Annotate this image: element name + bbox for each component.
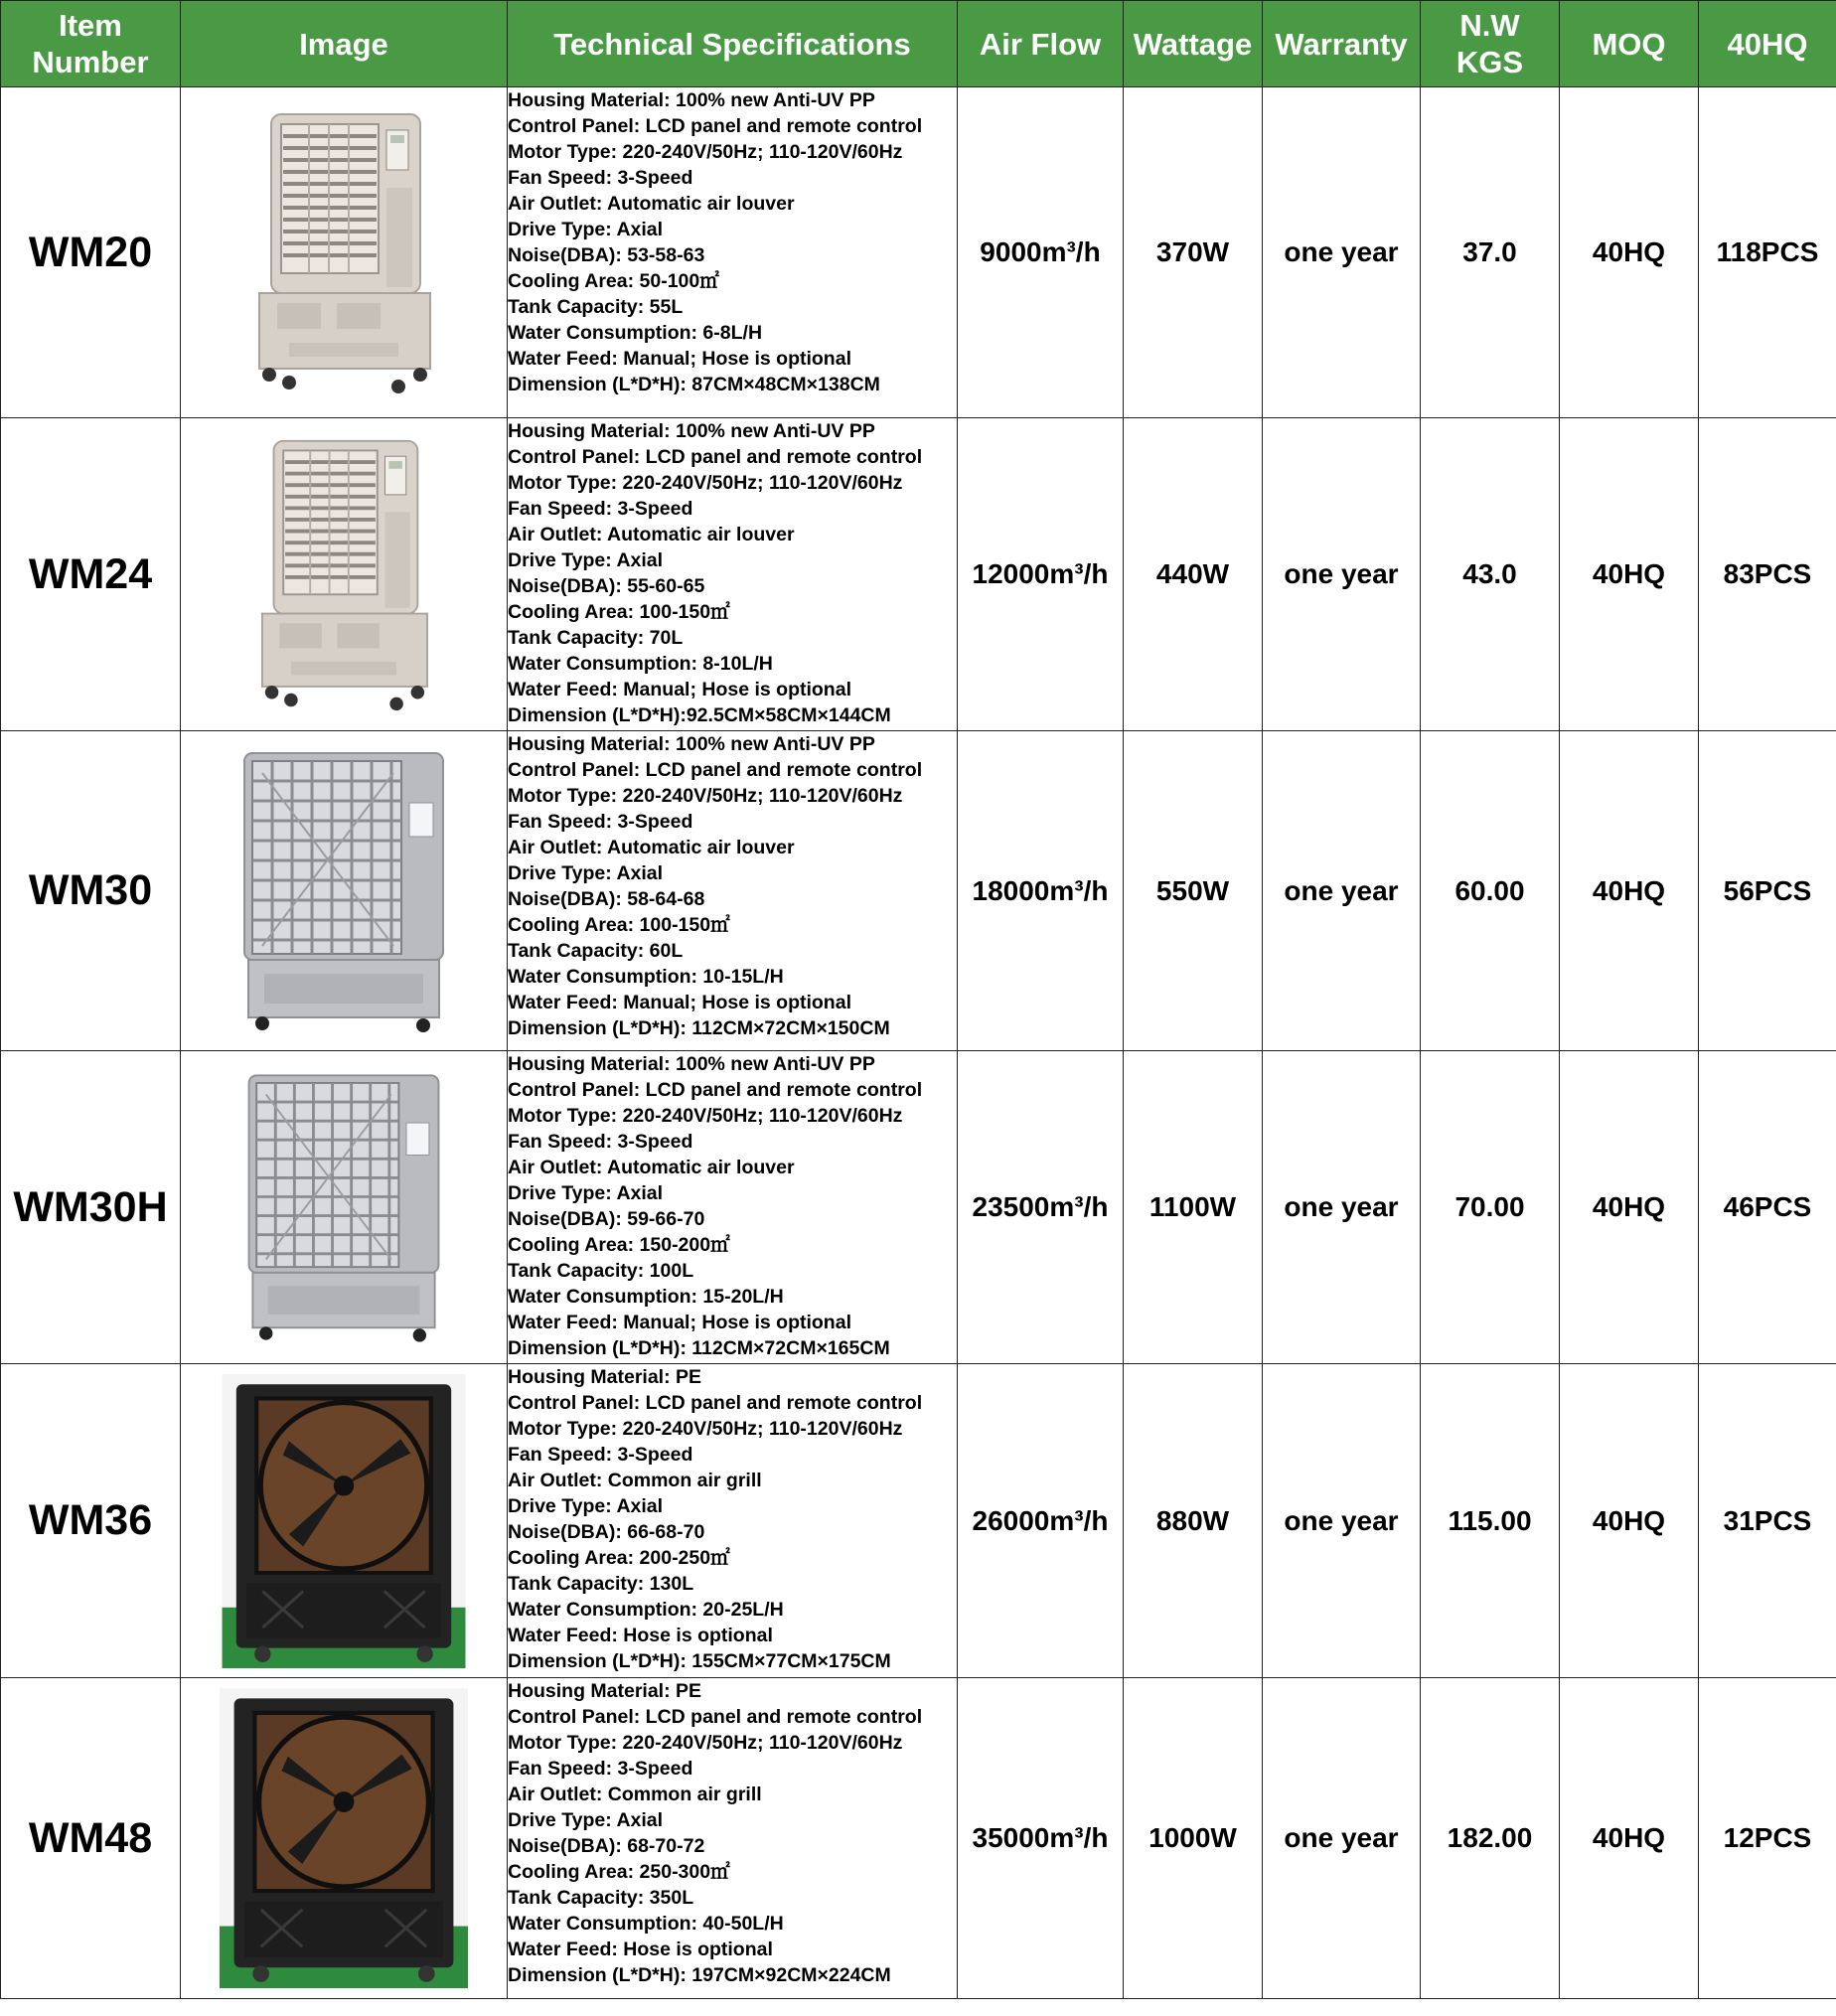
spec-line: Cooling Area: 100-150㎡ [508, 914, 730, 936]
technical-specifications [508, 87, 958, 418]
spec-line: Tank Capacity: 70L [508, 627, 684, 649]
spec-line: Motor Type: 220-240V/50Hz; 110-120V/60Hz [508, 1732, 903, 1754]
spec-line: Air Outlet: Common air grill [508, 1470, 762, 1491]
spec-line: Dimension (L*D*H): 155CM×77CM×175CM [508, 1650, 891, 1672]
spec-line: Water Feed: Manual; Hose is optional [508, 992, 851, 1013]
product-image-cell [181, 731, 508, 1051]
net-weight: 70.00 [1421, 1051, 1560, 1364]
spec-line: Tank Capacity: 130L [508, 1573, 694, 1595]
product-image-cell [181, 1364, 508, 1678]
spec-line: Control Panel: LCD panel and remote control [508, 1392, 923, 1414]
spec-line: Noise(DBA): 68-70-72 [508, 1835, 705, 1857]
product-image-cell [181, 87, 508, 418]
header-item-line-2: Number [32, 45, 149, 79]
spec-line: Water Feed: Manual; Hose is optional [508, 348, 851, 370]
spec-line: Drive Type: Axial [508, 219, 664, 240]
product-image [214, 1374, 474, 1668]
header-item-number [1, 1, 181, 87]
product-image [220, 1684, 468, 1992]
item-number: WM36 [1, 1364, 181, 1678]
technical-specifications [508, 418, 958, 731]
product-row [1, 418, 1836, 731]
spec-line: Fan Speed: 3-Speed [508, 1131, 693, 1153]
header-nw-line-1: N.W [1459, 8, 1520, 43]
spec-line: Noise(DBA): 66-68-70 [508, 1521, 705, 1543]
wattage: 550W [1124, 731, 1263, 1051]
spec-line: Water Consumption: 8-10L/H [508, 653, 773, 675]
spec-line: Air Outlet: Automatic air louver [508, 193, 795, 215]
wattage: 370W [1124, 87, 1263, 418]
spec-line: Drive Type: Axial [508, 1495, 664, 1517]
net-weight: 60.00 [1421, 731, 1560, 1051]
technical-specifications [508, 1051, 958, 1364]
product-row [1, 1364, 1836, 1678]
spec-line: Control Panel: LCD panel and remote control [508, 115, 923, 137]
wattage: 1000W [1124, 1678, 1263, 1999]
spec-line: Tank Capacity: 55L [508, 296, 684, 318]
net-weight: 115.00 [1421, 1364, 1560, 1678]
header-nw-line-2: KGS [1455, 45, 1524, 79]
spec-line: Water Feed: Manual; Hose is optional [508, 679, 851, 700]
spec-line: Noise(DBA): 55-60-65 [508, 575, 705, 597]
spec-line: Dimension (L*D*H): 112CM×72CM×150CM [508, 1017, 890, 1039]
header-row [1, 1, 1836, 87]
net-weight: 43.0 [1421, 418, 1560, 731]
spec-line: Fan Speed: 3-Speed [508, 811, 693, 833]
spec-line: Tank Capacity: 60L [508, 940, 684, 962]
air-flow: 12000m³/h [958, 418, 1124, 731]
product-row [1, 731, 1836, 1051]
spec-line: Drive Type: Axial [508, 862, 664, 884]
warranty: one year [1263, 731, 1421, 1051]
spec-line: Drive Type: Axial [508, 1182, 664, 1204]
spec-line: Fan Speed: 3-Speed [508, 167, 693, 189]
qty-40hq: 118PCS [1699, 87, 1836, 418]
product-image-cell [181, 1678, 508, 1999]
spec-line: Motor Type: 220-240V/50Hz; 110-120V/60Hz [508, 1105, 903, 1127]
product-row [1, 1051, 1836, 1364]
moq: 40HQ [1560, 1678, 1699, 1999]
spec-line: Noise(DBA): 53-58-63 [508, 244, 705, 266]
wattage: 1100W [1124, 1051, 1263, 1364]
spec-line: Control Panel: LCD panel and remote control [508, 759, 923, 781]
spec-line: Motor Type: 220-240V/50Hz; 110-120V/60Hz [508, 472, 903, 494]
spec-line: Drive Type: Axial [508, 1809, 664, 1831]
moq: 40HQ [1560, 418, 1699, 731]
item-number: WM30 [1, 731, 181, 1051]
spec-line: Dimension (L*D*H): 112CM×72CM×165CM [508, 1337, 890, 1359]
spec-line: Water Feed: Manual; Hose is optional [508, 1312, 851, 1333]
spec-line: Dimension (L*D*H):92.5CM×58CM×144CM [508, 704, 891, 726]
spec-line: Motor Type: 220-240V/50Hz; 110-120V/60Hz [508, 1418, 903, 1440]
technical-specifications [508, 731, 958, 1051]
spec-line: Water Feed: Hose is optional [508, 1938, 773, 1960]
spec-line: Water Feed: Hose is optional [508, 1625, 773, 1646]
spec-line: Tank Capacity: 100L [508, 1260, 694, 1282]
spec-line: Motor Type: 220-240V/50Hz; 110-120V/60Hz [508, 141, 903, 163]
product-image [239, 1058, 448, 1356]
spec-line: Water Consumption: 20-25L/H [508, 1599, 784, 1621]
spec-line: Water Consumption: 15-20L/H [508, 1286, 784, 1308]
spec-line: Motor Type: 220-240V/50Hz; 110-120V/60Hz [508, 785, 903, 807]
spec-line: Air Outlet: Automatic air louver [508, 1157, 795, 1178]
product-image [249, 435, 438, 713]
air-flow: 23500m³/h [958, 1051, 1124, 1364]
qty-40hq: 83PCS [1699, 418, 1836, 731]
warranty: one year [1263, 418, 1421, 731]
spec-line: Cooling Area: 150-200㎡ [508, 1234, 730, 1256]
spec-line: Housing Material: 100% new Anti-UV PP [508, 733, 875, 755]
wattage: 880W [1124, 1364, 1263, 1678]
item-number: WM48 [1, 1678, 181, 1999]
header-nw-kgs [1421, 1, 1560, 87]
moq: 40HQ [1560, 87, 1699, 418]
product-row [1, 87, 1836, 418]
qty-40hq: 46PCS [1699, 1051, 1836, 1364]
spec-line: Housing Material: 100% new Anti-UV PP [508, 1053, 875, 1075]
warranty: one year [1263, 1364, 1421, 1678]
net-weight: 182.00 [1421, 1678, 1560, 1999]
warranty: one year [1263, 1051, 1421, 1364]
spec-line: Dimension (L*D*H): 87CM×48CM×138CM [508, 374, 880, 395]
spec-line: Control Panel: LCD panel and remote control [508, 1706, 923, 1728]
product-image-cell [181, 1051, 508, 1364]
product-row [1, 1678, 1836, 1999]
product-image [234, 747, 453, 1035]
spec-line: Water Consumption: 6-8L/H [508, 322, 763, 344]
air-flow: 9000m³/h [958, 87, 1124, 418]
spec-line: Fan Speed: 3-Speed [508, 1758, 693, 1780]
header-moq: MOQ [1560, 1, 1699, 87]
air-flow: 35000m³/h [958, 1678, 1124, 1999]
warranty: one year [1263, 87, 1421, 418]
spec-line: Dimension (L*D*H): 197CM×92CM×224CM [508, 1964, 891, 1986]
qty-40hq: 12PCS [1699, 1678, 1836, 1999]
spec-line: Housing Material: 100% new Anti-UV PP [508, 420, 875, 442]
spec-line: Fan Speed: 3-Speed [508, 498, 693, 520]
warranty: one year [1263, 1678, 1421, 1999]
spec-line: Air Outlet: Automatic air louver [508, 524, 795, 545]
spec-line: Air Outlet: Common air grill [508, 1783, 762, 1805]
technical-specifications [508, 1364, 958, 1678]
spec-line: Water Consumption: 40-50L/H [508, 1913, 784, 1935]
spec-line: Cooling Area: 200-250㎡ [508, 1547, 730, 1569]
spec-line: Housing Material: PE [508, 1366, 702, 1388]
spec-line: Drive Type: Axial [508, 549, 664, 571]
header-wattage: Wattage [1124, 1, 1263, 87]
air-flow: 18000m³/h [958, 731, 1124, 1051]
product-image [249, 108, 438, 396]
spec-line: Noise(DBA): 58-64-68 [508, 888, 705, 910]
spec-line: Cooling Area: 100-150㎡ [508, 601, 730, 623]
spec-line: Housing Material: 100% new Anti-UV PP [508, 89, 875, 111]
technical-specifications [508, 1678, 958, 1999]
spec-line: Cooling Area: 50-100㎡ [508, 270, 719, 292]
item-number: WM20 [1, 87, 181, 418]
qty-40hq: 31PCS [1699, 1364, 1836, 1678]
header-image: Image [181, 1, 508, 87]
net-weight: 37.0 [1421, 87, 1560, 418]
header-warranty: Warranty [1263, 1, 1421, 87]
moq: 40HQ [1560, 731, 1699, 1051]
spec-line: Air Outlet: Automatic air louver [508, 837, 795, 858]
qty-40hq: 56PCS [1699, 731, 1836, 1051]
header-40hq: 40HQ [1699, 1, 1836, 87]
product-image-cell [181, 418, 508, 731]
header-air-flow: Air Flow [958, 1, 1124, 87]
item-number: WM30H [1, 1051, 181, 1364]
spec-line: Fan Speed: 3-Speed [508, 1444, 693, 1466]
spec-line: Cooling Area: 250-300㎡ [508, 1861, 730, 1883]
moq: 40HQ [1560, 1051, 1699, 1364]
spec-line: Noise(DBA): 59-66-70 [508, 1208, 705, 1230]
item-number: WM24 [1, 418, 181, 731]
air-flow: 26000m³/h [958, 1364, 1124, 1678]
spec-line: Housing Material: PE [508, 1680, 702, 1702]
header-technical-specifications: Technical Specifications [508, 1, 958, 87]
spec-line: Control Panel: LCD panel and remote control [508, 446, 923, 468]
spec-line: Control Panel: LCD panel and remote control [508, 1079, 923, 1101]
header-item-line-1: Item [59, 8, 122, 43]
wattage: 440W [1124, 418, 1263, 731]
moq: 40HQ [1560, 1364, 1699, 1678]
spec-line: Water Consumption: 10-15L/H [508, 966, 784, 988]
spec-line: Tank Capacity: 350L [508, 1887, 694, 1909]
